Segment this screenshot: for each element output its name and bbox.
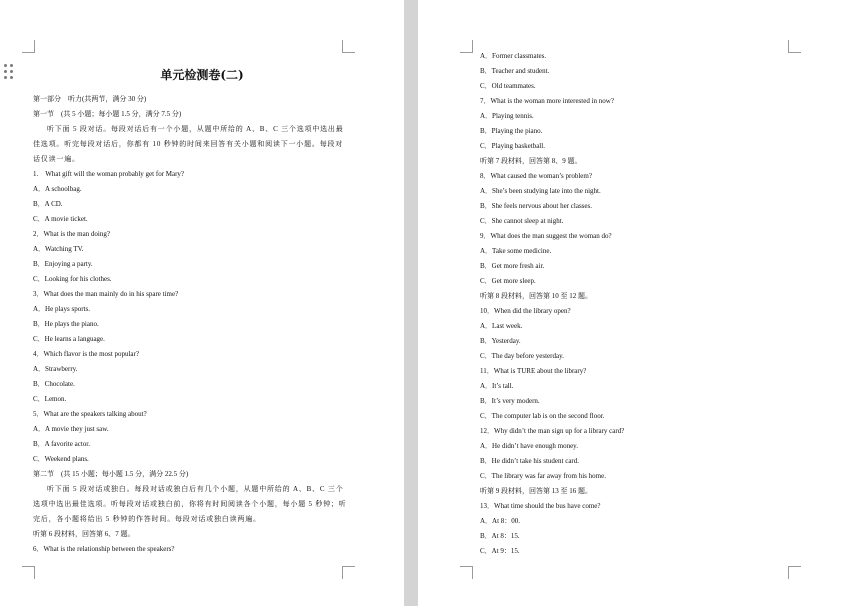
- list-item: 2．What is the man doing?: [33, 230, 110, 238]
- list-item: B．Enjoying a party.: [33, 260, 93, 268]
- list-item: 听第 6 段材料，回答第 6、7 题。: [33, 530, 135, 538]
- list-item: B．At 8：15.: [480, 532, 520, 540]
- list-item: C．Get more sleep.: [480, 277, 536, 285]
- list-item: A．Watching TV.: [33, 245, 84, 253]
- list-item: B．Teacher and student.: [480, 67, 550, 75]
- crop-mark: [22, 40, 35, 53]
- list-item: B．He plays the piano.: [33, 320, 99, 328]
- list-item: A．A schoolbag.: [33, 185, 82, 193]
- list-item: C．A movie ticket.: [33, 215, 88, 223]
- list-item: 7．What is the woman more interested in now?: [480, 97, 614, 105]
- list-item: 11．What is TURE about the library?: [480, 367, 587, 375]
- list-item: A．Playing tennis.: [480, 112, 534, 120]
- list-item: A．He didn’t have enough money.: [480, 442, 578, 450]
- crop-mark: [788, 566, 801, 579]
- page-gutter: [404, 0, 418, 606]
- list-item: B．A favorite actor.: [33, 440, 90, 448]
- list-item: B．Chocolate.: [33, 380, 75, 388]
- list-item: C．The day before yesterday.: [480, 352, 564, 360]
- list-item: C．Old teammates.: [480, 82, 536, 90]
- list-item: 8．What caused the woman’s problem?: [480, 172, 592, 180]
- list-item: 6．What is the relationship between the speakers?: [33, 545, 175, 553]
- crop-mark: [460, 40, 473, 53]
- list-item: B．Playing the piano.: [480, 127, 543, 135]
- list-item: 4．Which flavor is the most popular?: [33, 350, 139, 358]
- list-item: B．A CD.: [33, 200, 63, 208]
- list-item: B．He didn’t take his student card.: [480, 457, 580, 465]
- list-item: 13．What time should the bus have come?: [480, 502, 601, 510]
- list-item: A．Strawberry.: [33, 365, 78, 373]
- list-item: 10．When did the library open?: [480, 307, 571, 315]
- list-item: 3．What does the man mainly do in his spare time?: [33, 290, 179, 298]
- list-item: C．Playing basketball.: [480, 142, 545, 150]
- list-item: A．At 8：00.: [480, 517, 521, 525]
- list-item: A．She’s been studying late into the night.: [480, 187, 601, 195]
- list-item: B．Get more fresh air.: [480, 262, 545, 270]
- list-item: A．He plays sports.: [33, 305, 90, 313]
- list-item: B．She feels nervous about her classes.: [480, 202, 592, 210]
- list-item: C．She cannot sleep at night.: [480, 217, 564, 225]
- list-item: C．Weekend plans.: [33, 455, 89, 463]
- list-item: C．He learns a language.: [33, 335, 105, 343]
- list-item: A．Last week.: [480, 322, 523, 330]
- list-item: A．Take some medicine.: [480, 247, 552, 255]
- list-item: B．It’s very modern.: [480, 397, 540, 405]
- list-item: 1. What gift will the woman probably get for Mary?: [33, 170, 185, 178]
- crop-mark: [342, 566, 355, 579]
- list-item: 听第 8 段材料，回答第 10 至 12 题。: [480, 292, 592, 300]
- crop-mark: [460, 566, 473, 579]
- list-item: 听第 7 段材料，回答第 8、9 题。: [480, 157, 582, 165]
- list-item: A．A movie they just saw.: [33, 425, 109, 433]
- list-item: 5．What are the speakers talking about?: [33, 410, 147, 418]
- list-item: A．Former classmates.: [480, 52, 547, 60]
- list-item: A．It’s tall.: [480, 382, 514, 390]
- list-item: C．The computer lab is on the second floor.: [480, 412, 605, 420]
- right-column: [480, 49, 800, 559]
- list-item: C．At 9：15.: [480, 547, 520, 555]
- crop-mark: [22, 566, 35, 579]
- page-title: 单元检测卷(二): [160, 68, 244, 82]
- list-item: 听第 9 段材料，回答第 13 至 16 题。: [480, 487, 592, 495]
- list-item: 12．Why didn’t the man sign up for a library card?: [480, 427, 625, 435]
- section-instruction: 听下面 5 段对话。每段对话后有一个小题，从题中所给的 A、B、C 三个选项中选出最佳选项。听完每段对话后，你都有 10 秒钟的时间来回答有关小题和阅读下一小题。每段对话仅读一遍。: [33, 125, 344, 163]
- list-item: C．The library was far away from his home.: [480, 472, 606, 480]
- section-heading: 第二节 (共 15 小题；每小题 1.5 分，满分 22.5 分): [33, 470, 189, 478]
- list-item: 9．What does the man suggest the woman do?: [480, 232, 612, 240]
- crop-mark: [342, 40, 355, 53]
- section-instruction: 听下面 5 段对话或独白。每段对话或独白后有几个小题，从题中所给的 A、B、C 三个选项中选出最佳选项。听每段对话或独白前，你将有时间阅读各个小题，每小题 5 秒钟；听完后，各小题将给出 5 秒钟的作答时间。每段对话或独白读两遍。: [33, 485, 347, 523]
- left-column: [33, 92, 348, 557]
- section-heading: 第一节 (共 5 小题；每小题 1.5 分，满分 7.5 分): [33, 110, 182, 118]
- list-item: C．Looking for his clothes.: [33, 275, 112, 283]
- list-item: B．Yesterday.: [480, 337, 521, 345]
- part-heading: 第一部分 听力(共两节，满分 30 分): [33, 95, 147, 103]
- list-item: C．Lemon.: [33, 395, 67, 403]
